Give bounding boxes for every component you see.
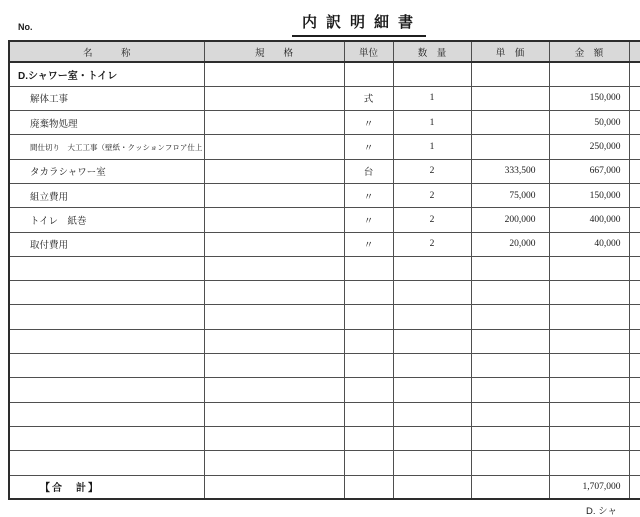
table-row — [9, 208, 640, 232]
amount-cell — [549, 305, 629, 329]
spec-cell — [204, 451, 344, 475]
unit-cell: 〃 — [344, 111, 393, 135]
item-name-cell: 間仕切り 大工工事（壁紙・クッションフロア仕上 — [9, 135, 204, 159]
table-row — [9, 475, 640, 499]
quantity-cell — [393, 378, 471, 402]
remarks-cell — [629, 354, 640, 378]
amount-cell: 150,000 — [549, 183, 629, 207]
quantity-cell: 1 — [393, 86, 471, 110]
unit-price-cell — [471, 329, 549, 353]
unit-cell — [344, 354, 393, 378]
header-spec: 規 格 — [204, 41, 344, 62]
remarks-cell — [629, 111, 640, 135]
spec-cell — [204, 354, 344, 378]
item-name-cell — [9, 451, 204, 475]
unit-price-cell: 75,000 — [471, 183, 549, 207]
quantity-cell — [393, 402, 471, 426]
amount-cell: 40,000 — [549, 232, 629, 256]
amount-cell — [549, 378, 629, 402]
unit-price-cell: 200,000 — [471, 208, 549, 232]
table-header-row — [9, 41, 640, 62]
unit-price-cell — [471, 256, 549, 280]
unit-cell — [344, 329, 393, 353]
item-name-cell — [9, 402, 204, 426]
table-row — [9, 451, 640, 475]
spec-cell — [204, 475, 344, 499]
unit-price-cell: 20,000 — [471, 232, 549, 256]
unit-cell: 〃 — [344, 183, 393, 207]
breakdown-table-wrapper — [8, 40, 640, 501]
unit-price-cell: 333,500 — [471, 159, 549, 183]
table-body — [9, 62, 640, 499]
unit-cell — [344, 378, 393, 402]
unit-cell — [344, 281, 393, 305]
unit-price-cell — [471, 305, 549, 329]
remarks-cell — [629, 159, 640, 183]
remarks-cell — [629, 305, 640, 329]
amount-cell — [549, 426, 629, 450]
remarks-cell — [629, 378, 640, 402]
table-row — [9, 378, 640, 402]
item-name-cell: タカラシャワー室 — [9, 159, 204, 183]
unit-price-cell — [471, 281, 549, 305]
table-row — [9, 256, 640, 280]
quantity-cell: 2 — [393, 159, 471, 183]
quantity-cell — [393, 62, 471, 86]
spec-cell — [204, 135, 344, 159]
table-row — [9, 62, 640, 86]
unit-cell — [344, 402, 393, 426]
item-name-cell: 解体工事 — [9, 86, 204, 110]
item-name-cell — [9, 305, 204, 329]
remarks-cell — [629, 329, 640, 353]
header-name: 名 称 — [9, 41, 204, 62]
header-unit-price: 単 価 — [471, 41, 549, 62]
table-row — [9, 305, 640, 329]
quantity-cell — [393, 281, 471, 305]
page-title: 内訳明細書 — [292, 11, 426, 37]
amount-cell — [549, 329, 629, 353]
amount-cell — [549, 402, 629, 426]
spec-cell — [204, 256, 344, 280]
header-unit: 単位 — [344, 41, 393, 62]
amount-cell: 1,707,000 — [549, 475, 629, 499]
footer-section-label: D. シャ — [586, 506, 617, 517]
remarks-cell — [629, 135, 640, 159]
amount-cell: 250,000 — [549, 135, 629, 159]
unit-cell — [344, 426, 393, 450]
unit-price-cell — [471, 111, 549, 135]
quantity-cell: 1 — [393, 111, 471, 135]
breakdown-table — [8, 40, 640, 500]
spec-cell — [204, 378, 344, 402]
remarks-cell — [629, 426, 640, 450]
remarks-cell — [629, 256, 640, 280]
spec-cell — [204, 86, 344, 110]
unit-cell: 〃 — [344, 135, 393, 159]
spec-cell — [204, 426, 344, 450]
table-row — [9, 426, 640, 450]
quantity-cell: 2 — [393, 208, 471, 232]
spec-cell — [204, 305, 344, 329]
header-quantity: 数 量 — [393, 41, 471, 62]
amount-cell — [549, 451, 629, 475]
unit-price-cell — [471, 378, 549, 402]
amount-cell: 150,000 — [549, 86, 629, 110]
remarks-cell — [629, 208, 640, 232]
item-name-cell: 取付費用 — [9, 232, 204, 256]
unit-cell: 〃 — [344, 232, 393, 256]
item-name-cell — [9, 426, 204, 450]
remarks-cell — [629, 183, 640, 207]
unit-cell — [344, 62, 393, 86]
table-row — [9, 402, 640, 426]
amount-cell — [549, 62, 629, 86]
spec-cell — [204, 111, 344, 135]
spec-cell — [204, 159, 344, 183]
quantity-cell — [393, 475, 471, 499]
page-number-label: No. — [18, 22, 33, 32]
spec-cell — [204, 232, 344, 256]
table-row — [9, 111, 640, 135]
header-amount: 金 額 — [549, 41, 629, 62]
spec-cell — [204, 183, 344, 207]
item-name-cell — [9, 378, 204, 402]
unit-price-cell — [471, 402, 549, 426]
amount-cell: 400,000 — [549, 208, 629, 232]
unit-cell — [344, 305, 393, 329]
quantity-cell: 2 — [393, 232, 471, 256]
unit-cell: 式 — [344, 86, 393, 110]
unit-cell — [344, 475, 393, 499]
item-name-cell: トイレ 紙巻 — [9, 208, 204, 232]
amount-cell: 667,000 — [549, 159, 629, 183]
item-name-cell — [9, 281, 204, 305]
remarks-cell — [629, 451, 640, 475]
quantity-cell — [393, 256, 471, 280]
table-row — [9, 354, 640, 378]
remarks-cell — [629, 62, 640, 86]
quantity-cell — [393, 305, 471, 329]
amount-cell — [549, 281, 629, 305]
unit-cell: 台 — [344, 159, 393, 183]
amount-cell — [549, 256, 629, 280]
table-row — [9, 232, 640, 256]
remarks-cell — [629, 86, 640, 110]
item-name-cell: 組立費用 — [9, 183, 204, 207]
unit-price-cell — [471, 426, 549, 450]
item-name-cell: 【合 計】 — [9, 475, 204, 499]
remarks-cell — [629, 475, 640, 499]
remarks-cell — [629, 402, 640, 426]
unit-price-cell — [471, 354, 549, 378]
unit-price-cell — [471, 86, 549, 110]
spec-cell — [204, 208, 344, 232]
amount-cell: 50,000 — [549, 111, 629, 135]
item-name-cell — [9, 354, 204, 378]
quantity-cell — [393, 329, 471, 353]
unit-price-cell — [471, 451, 549, 475]
item-name-cell: D.シャワー室・トイレ — [9, 62, 204, 86]
unit-cell — [344, 451, 393, 475]
table-row — [9, 329, 640, 353]
item-name-cell — [9, 329, 204, 353]
spec-cell — [204, 281, 344, 305]
spec-cell — [204, 402, 344, 426]
spec-cell — [204, 329, 344, 353]
unit-price-cell — [471, 135, 549, 159]
unit-cell: 〃 — [344, 208, 393, 232]
table-row — [9, 183, 640, 207]
unit-cell — [344, 256, 393, 280]
table-row — [9, 86, 640, 110]
amount-cell — [549, 354, 629, 378]
quantity-cell — [393, 354, 471, 378]
unit-price-cell — [471, 62, 549, 86]
table-row — [9, 281, 640, 305]
quantity-cell: 2 — [393, 183, 471, 207]
remarks-cell — [629, 232, 640, 256]
quantity-cell: 1 — [393, 135, 471, 159]
table-row — [9, 159, 640, 183]
header-remarks — [629, 41, 640, 62]
unit-price-cell — [471, 475, 549, 499]
table-row — [9, 135, 640, 159]
quantity-cell — [393, 451, 471, 475]
remarks-cell — [629, 281, 640, 305]
item-name-cell: 廃棄物処理 — [9, 111, 204, 135]
item-name-cell — [9, 256, 204, 280]
quantity-cell — [393, 426, 471, 450]
spec-cell — [204, 62, 344, 86]
